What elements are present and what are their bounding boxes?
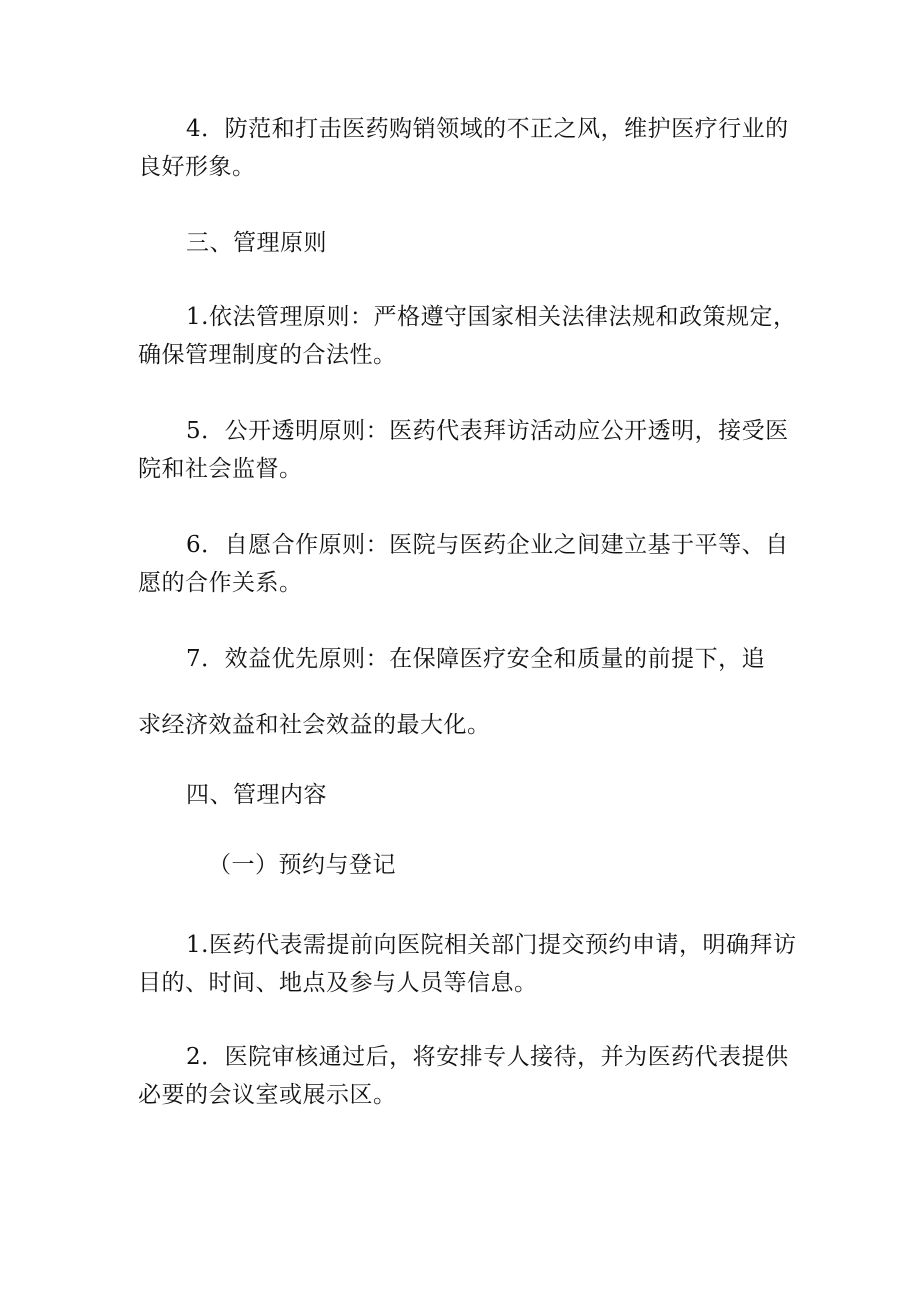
content-item-2-line-1: 2．医院审核通过后，将安排专人接待，并为医药代表提供	[186, 1044, 789, 1070]
paragraph-4-line-1: 4．防范和打击医药购销领域的不正之风，维护医疗行业的	[186, 116, 789, 142]
principle-7-line-1: 7．效益优先原则：在保障医疗安全和质量的前提下，追	[186, 646, 766, 672]
principle-7-line-2: 求经济效益和社会效益的最大化。	[138, 712, 491, 738]
paragraph-4-line-2: 良好形象。	[138, 154, 256, 180]
subsection-heading-1: （一）预约与登记	[208, 852, 396, 878]
principle-5-line-1: 5．公开透明原则：医药代表拜访活动应公开透明，接受医	[186, 418, 789, 444]
principle-1-line-1: 1.依法管理原则：严格遵守国家相关法律法规和政策规定，	[186, 304, 797, 330]
principle-6-line-2: 愿的合作关系。	[138, 570, 303, 596]
principle-5-line-2: 院和社会监督。	[138, 456, 303, 482]
section-heading-4: 四、管理内容	[186, 782, 327, 808]
content-item-2-line-2: 必要的会议室或展示区。	[138, 1082, 397, 1108]
principle-1-line-2: 确保管理制度的合法性。	[138, 342, 397, 368]
section-heading-3: 三、管理原则	[186, 230, 327, 256]
content-item-1-line-1: 1.医药代表需提前向医院相关部门提交预约申请，明确拜访	[186, 932, 797, 958]
principle-6-line-1: 6．自愿合作原则：医院与医药企业之间建立基于平等、自	[186, 532, 789, 558]
content-item-1-line-2: 目的、时间、地点及参与人员等信息。	[138, 970, 538, 996]
